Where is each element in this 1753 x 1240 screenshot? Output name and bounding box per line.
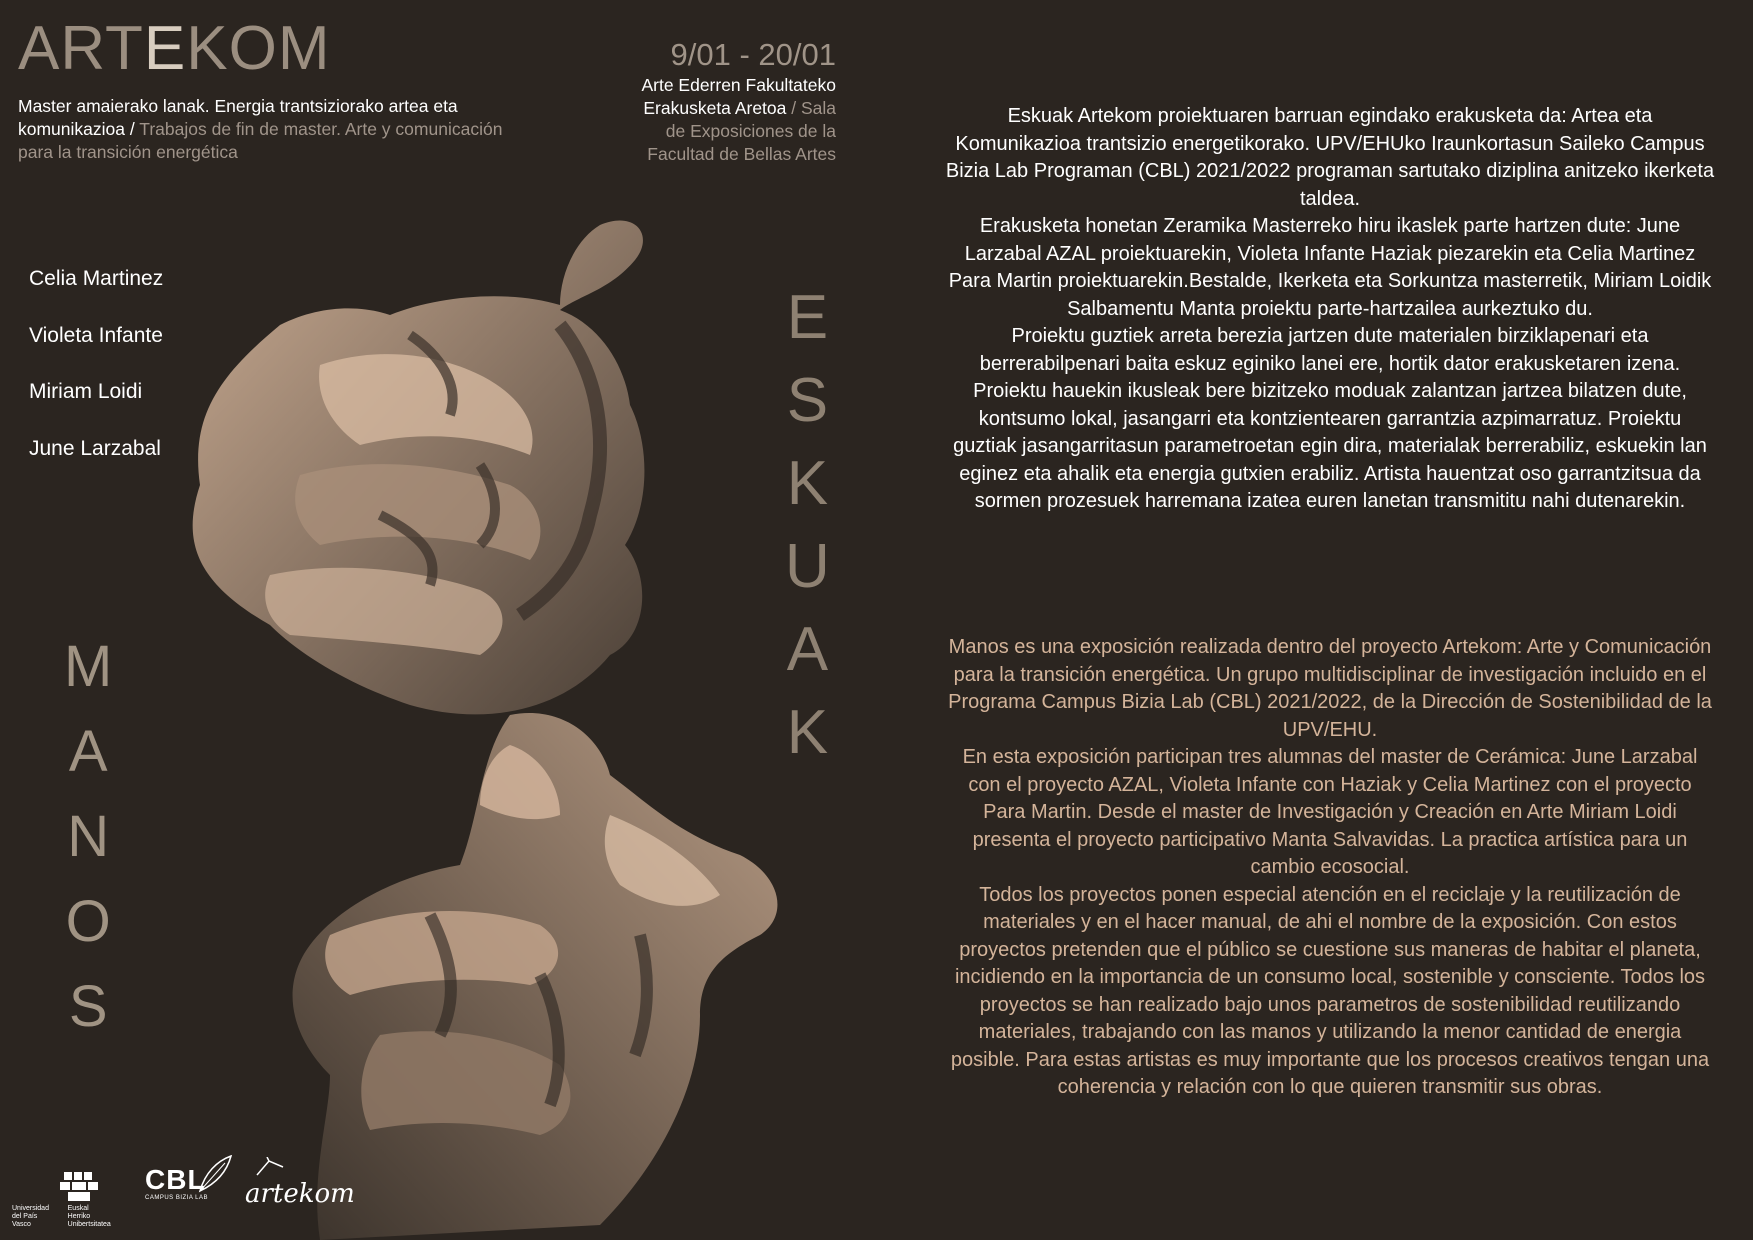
cbl-logo: CBL CAMPUS BIZIA LAB — [145, 1165, 208, 1201]
upv-name-es: Universidad del País Vasco — [12, 1205, 49, 1228]
event-dates: 9/01 - 20/01 — [670, 37, 836, 72]
paragraph: En esta exposición participan tres alumnas del master de Cerámica: June Larzabal con el proyecto AZAL, Violeta Infante con Haziak y Celia Martinez con el proyecto Para Martin. Desde el master de Investigación y Creación en Arte Miriam Loidi presenta el proyecto participativo Manta Salvavidas. La practica artística para un cambio ecosocial. — [962, 746, 1698, 878]
artist-name: Violeta Infante — [29, 323, 163, 347]
artist-list — [29, 264, 163, 490]
basque-description — [945, 103, 1715, 516]
artekom-logo: artekom — [245, 1163, 355, 1209]
event-info — [641, 36, 836, 166]
sparkle-icon — [255, 1157, 285, 1177]
paragraph: Erakusketa honetan Zeramika Masterreko hiru ikaslek parte hartzen dute: June Larzabal AZAL proiektuarekin, Violeta Infante Haziak piezarekin eta Celia Martinez Para Martin proiektuarekin.Bestalde, Ikerketa eta Sorkuntza masterretik, Miriam Loidik Salbamentu Manta proiektu parte-hartzailea aurkeztuko du. — [948, 215, 1712, 320]
paragraph: Proiektu guztiek arreta berezia jartzen dute materialen birziklapenari eta berrerabilpenari baita eskuz eginiko lanei ere, hortik dator erakusketaren izena. Proiektu hauekin ikusleak bere bizitzeko moduak zalantzan jartzea bilatzen dute, kontsumo lokal, jasangarri eta kontzientearen garrantzia azpimarratuz. Proiektu guztiak jasangarritasun parametroetan egin dira, materialak berrerabiliz, eskuekin lan eginez eta ahalik eta energia gutxien erabiliz. Artista hauentzat oso garrantzitsua da sormen prozesuek harremana izatea euren lanetan transmititu nahi dutenarekin. — [953, 325, 1707, 512]
poster-subtitle: Master amaierako lanak. Energia trantsiziorako artea eta komunikazioa / Trabajos de fin de master. Arte y comunicación para la transición energética — [18, 96, 503, 162]
eskuak-vertical-word: E S K U A K — [785, 283, 830, 767]
paragraph: Todos los proyectos ponen especial atención en el reciclaje y la reutilización de materiales y en el hacer manual, de ahi el nombre de la exposición. Con estos proyectos pretenden que el público se cuestione sus maneras de habitar el planeta, incidiendo en la importancia de un consumo local, sostenible y consciente. Todos los proyectos se han realizado bajo unos parametros de sostenibilidad reutilizando materiales, trabajando con las manos y utilizando la menor cantidad de energia posible. Para estas artistas es muy importante que los procesos creativos tengan una coherencia y relación con lo que quieren transmitir sus obras. — [950, 883, 1710, 1098]
leaf-icon — [195, 1153, 235, 1193]
upv-name-eu: Euskal Herriko Unibertsitatea — [67, 1205, 111, 1228]
manos-vertical-word: M A N O S — [64, 634, 113, 1039]
event-venue: Arte Ederren Fakultateko Erakusketa Aretoa / Sala de Exposiciones de la Facultad de Bellas Artes — [641, 75, 836, 164]
artist-name: June Larzabal — [29, 436, 161, 460]
university-emblem-icon — [60, 1172, 98, 1202]
spanish-description — [945, 634, 1715, 1102]
upv-ehu-logo — [12, 1172, 112, 1229]
artist-name: Celia Martinez — [29, 267, 164, 290]
poster-title: ARTEKOM — [18, 14, 331, 83]
paragraph: Manos es una exposición realizada dentro del proyecto Artekom: Arte y Comunicación para la transición energética. Un grupo multidisciplinar de investigación incluido en el Programa Campus Bizia Lab (CBL) 2021/2022, de la Dirección de Sostenibilidad de la UPV/EHU. — [948, 636, 1712, 741]
paragraph: Eskuak Artekom proiektuaren barruan egindako erakusketa da: Artea eta Komunikazioa trantsizio energetikorako. UPV/EHUko Iraunkortasun Saileko Campus Bizia Lab Programan (CBL) 2021/2022 programan sartutako diziplina anitzeko ikerketa taldea. — [945, 105, 1715, 210]
artist-name: Miriam Loidi — [29, 380, 143, 403]
